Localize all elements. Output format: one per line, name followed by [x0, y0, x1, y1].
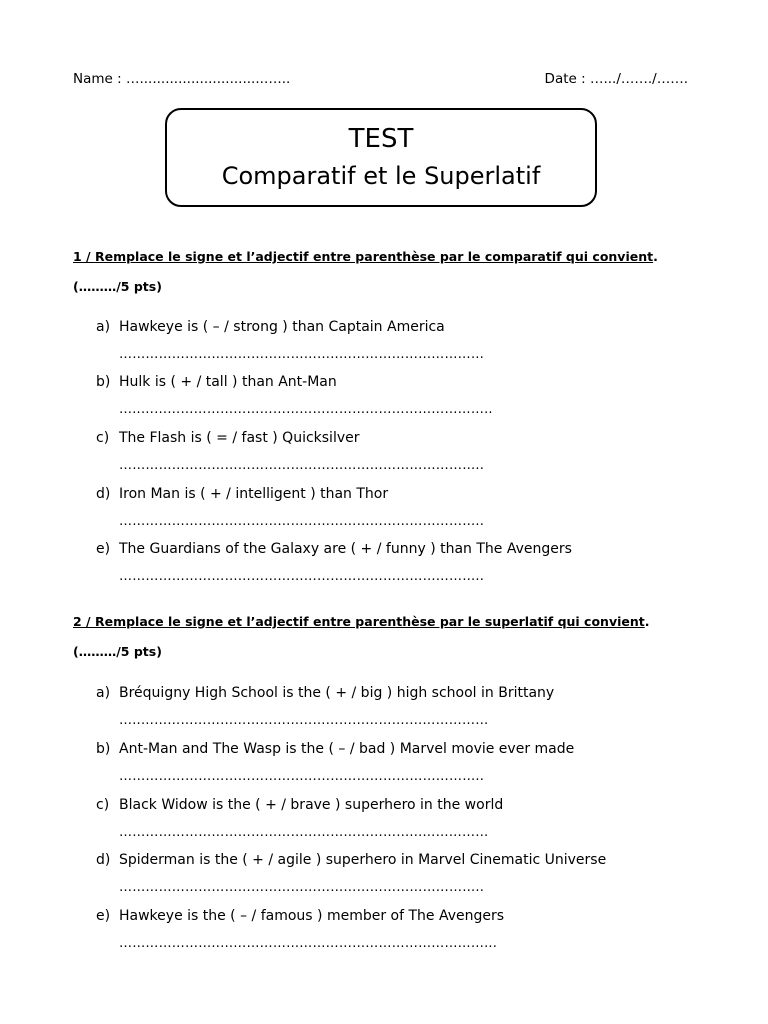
- question-letter: a): [96, 319, 111, 335]
- section1-question-a: [96, 319, 616, 371]
- section2-number: 2 /: [73, 614, 95, 629]
- question-letter: d): [96, 486, 111, 502]
- question-text: Iron Man is ( + / intelligent ) than Thor: [119, 486, 389, 502]
- answer-line[interactable]: …..……………………………………………………………………..: [119, 402, 493, 417]
- question-letter: b): [96, 374, 111, 390]
- answer-line[interactable]: …..…………………………………………………….………………: [119, 713, 489, 728]
- section1-end: .: [653, 249, 658, 264]
- header-row: [73, 71, 688, 91]
- question-letter: e): [96, 541, 111, 557]
- question-text: The Flash is ( = / fast ) Quicksilver: [119, 430, 360, 446]
- question-letter: b): [96, 741, 111, 757]
- section2-question-d: [96, 852, 616, 904]
- section2-instruction: Remplace le signe et l’adjectif entre parenthèse par le superlatif qui convient: [94, 614, 645, 629]
- question-text: Ant-Man and The Wasp is the ( – / bad ) Marvel movie ever made: [119, 741, 575, 757]
- title-box: [165, 108, 597, 207]
- question-text: Spiderman is the ( + / agile ) superhero in Marvel Cinematic Universe: [119, 852, 607, 868]
- answer-line[interactable]: …………………..……………………………………………………...: [119, 936, 498, 951]
- answer-line[interactable]: ………………………………………………………………………..: [119, 514, 485, 529]
- section2-question-b: [96, 741, 616, 793]
- question-text: Black Widow is the ( + / brave ) superhero in the world: [119, 797, 504, 813]
- name-field-label: Name : ….............................…...: [73, 71, 291, 87]
- section1-points: (………/5 pts): [73, 279, 162, 294]
- section2-heading: [73, 614, 649, 629]
- date-field-label: Date : ….../……./…….: [544, 71, 688, 87]
- page-subtitle: Comparatif et le Superlatif: [221, 162, 541, 190]
- answer-line[interactable]: …………………………………………..……………………………: [119, 347, 485, 362]
- question-text: The Guardians of the Galaxy are ( + / funny ) than The Avengers: [119, 541, 572, 557]
- section2-question-e: [96, 908, 616, 960]
- section2-points: (………/5 pts): [73, 644, 162, 659]
- section2-question-c: [96, 797, 616, 849]
- section1-heading: [73, 249, 658, 264]
- answer-line[interactable]: ………………………………………………………………………..: [119, 769, 485, 784]
- section2-question-a: [96, 685, 616, 737]
- question-letter: c): [96, 797, 110, 813]
- question-text: Hawkeye is ( – / strong ) than Captain America: [119, 319, 445, 335]
- section1-question-c: [96, 430, 616, 482]
- answer-line[interactable]: …………………………………………………………...……………: [119, 825, 489, 840]
- section1-question-e: [96, 541, 616, 593]
- answer-line[interactable]: ………………………………………………………………………..: [119, 569, 485, 584]
- question-letter: e): [96, 908, 111, 924]
- section1-number: 1 /: [73, 249, 95, 264]
- section1-instruction: Remplace le signe et l’adjectif entre parenthèse par le comparatif qui convient: [94, 249, 654, 264]
- question-letter: c): [96, 430, 110, 446]
- question-text: Bréquigny High School is the ( + / big ) high school in Brittany: [119, 685, 555, 701]
- question-text: Hawkeye is the ( – / famous ) member of The Avengers: [119, 908, 505, 924]
- page-title: TEST: [348, 124, 414, 154]
- section1-question-d: [96, 486, 616, 538]
- question-letter: d): [96, 852, 111, 868]
- answer-line[interactable]: ………………………………………………………………………..: [119, 880, 485, 895]
- question-text: Hulk is ( + / tall ) than Ant-Man: [119, 374, 337, 390]
- section2-end: .: [644, 614, 650, 629]
- section1-question-b: [96, 374, 616, 426]
- answer-line[interactable]: ………………………………………………………………………..: [119, 458, 485, 473]
- question-letter: a): [96, 685, 111, 701]
